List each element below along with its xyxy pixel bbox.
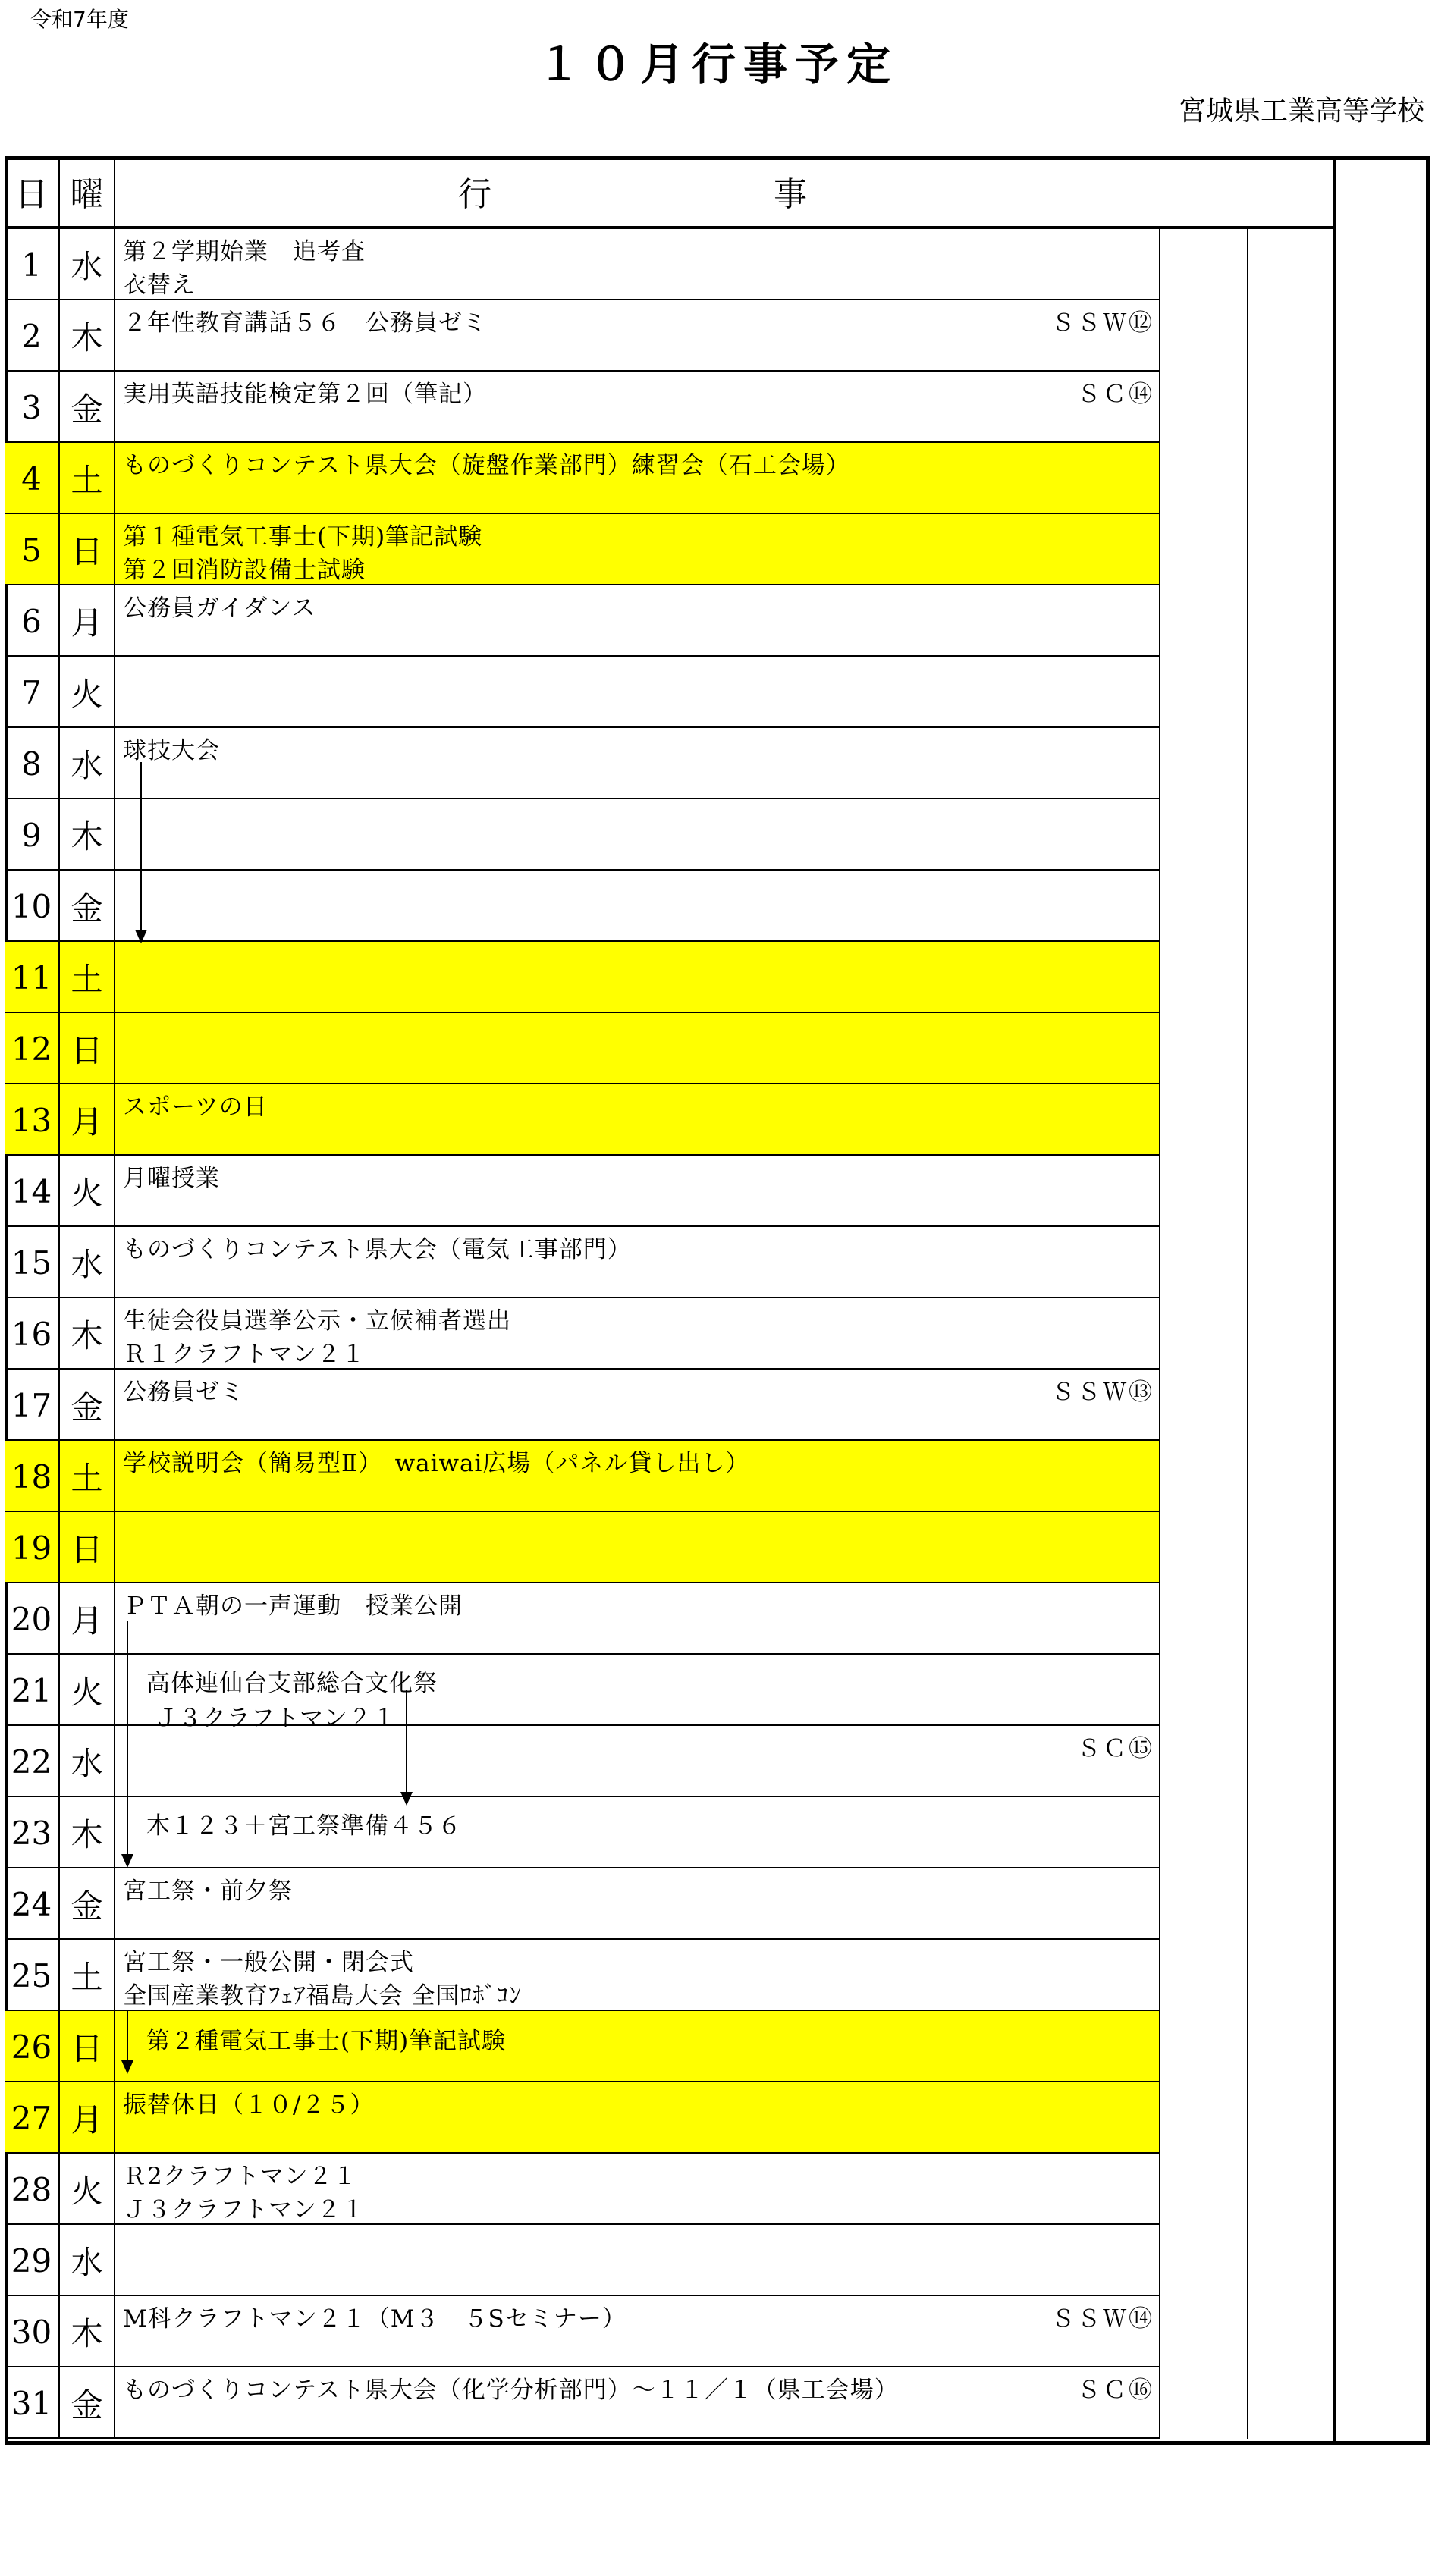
day-number: 23 (5, 1797, 60, 1868)
culture-festival-text: 高体連仙台支部総合文化祭 (146, 1670, 438, 1697)
day-of-week: 土 (60, 1940, 115, 2011)
event-line-2: Ｒ１クラフトマン２１ (123, 1341, 366, 1368)
extra-cell-1 (1159, 2082, 1248, 2154)
extra-cell-1 (1159, 1370, 1248, 1441)
event-line-1: 宮工祭・一般公開・閉会式 (123, 1949, 414, 1976)
day-of-week: 火 (60, 657, 115, 728)
table-row (5, 1227, 1333, 1298)
event-cell (115, 728, 1159, 799)
event-cell (115, 1084, 1159, 1156)
extra-cell-2 (1248, 871, 1333, 942)
day-of-week: 月 (60, 585, 115, 657)
table-row (5, 300, 1333, 372)
day-number: 19 (5, 1512, 60, 1583)
column-header-events-a: 行 (458, 175, 491, 214)
table-row (5, 1441, 1333, 1512)
table-row (5, 585, 1333, 657)
extra-cell-1 (1159, 514, 1248, 585)
table-row (5, 1370, 1333, 1441)
festival-prep-text: 木１２３＋宮工祭準備４５６ (146, 1812, 462, 1840)
extra-cell-2 (1248, 728, 1333, 799)
day-number: 7 (5, 657, 60, 728)
extra-cell-2 (1248, 1227, 1333, 1298)
event-cell (115, 1512, 1159, 1583)
table-row (5, 1512, 1333, 1583)
extra-cell-1 (1159, 229, 1248, 300)
table-row (5, 1583, 1333, 1655)
staff-note: ＳＣ⑭ (1077, 381, 1154, 408)
extra-cell-2 (1248, 1655, 1333, 1726)
day-number: 24 (5, 1868, 60, 1940)
table-row (5, 2296, 1333, 2367)
event-cell (115, 1441, 1159, 1512)
event-line-2: Ｊ３クラフトマン２１ (123, 2196, 366, 2223)
table-row (5, 1013, 1333, 1084)
day-number: 3 (5, 372, 60, 443)
day-of-week: 火 (60, 2154, 115, 2225)
extra-cell-2 (1248, 1868, 1333, 1940)
day-of-week: 木 (60, 1298, 115, 1370)
column-header-events (115, 156, 1333, 229)
event-line-2: 第２回消防設備士試験 (123, 557, 366, 584)
extra-cell-1 (1159, 372, 1248, 443)
day-number: 8 (5, 728, 60, 799)
event-cell (115, 942, 1159, 1013)
day-number: 1 (5, 229, 60, 300)
extra-cell-1 (1159, 799, 1248, 871)
table-row (5, 942, 1333, 1013)
day-number: 17 (5, 1370, 60, 1441)
extra-cell-1 (1159, 2154, 1248, 2225)
day-number: 21 (5, 1655, 60, 1726)
extra-cell-2 (1248, 1512, 1333, 1583)
day-of-week: 木 (60, 1797, 115, 1868)
day-number: 10 (5, 871, 60, 942)
day-of-week: 火 (60, 1655, 115, 1726)
extra-cell-2 (1248, 2225, 1333, 2296)
event-line-1: 宮工祭・前夕祭 (123, 1878, 293, 1905)
day-number: 29 (5, 2225, 60, 2296)
day-of-week: 木 (60, 300, 115, 372)
event-line-1: ２年性教育講話５６ 公務員ゼミ (123, 309, 487, 337)
event-cell (115, 514, 1159, 585)
event-cell (115, 1370, 1159, 1441)
day-number: 12 (5, 1013, 60, 1084)
day-number: 25 (5, 1940, 60, 2011)
extra-cell-1 (1159, 1583, 1248, 1655)
event-cell (115, 1868, 1159, 1940)
event-cell (115, 1298, 1159, 1370)
arrow-sports-day (140, 762, 142, 942)
table-row (5, 1298, 1333, 1370)
arrow-j3-craftsman (406, 1690, 407, 1804)
extra-cell-1 (1159, 1726, 1248, 1797)
right-column-divider (1333, 156, 1336, 2445)
table-row (5, 728, 1333, 799)
extra-cell-1 (1159, 1512, 1248, 1583)
column-header-dow: 曜 (60, 156, 115, 229)
day-of-week: 月 (60, 1583, 115, 1655)
day-number: 18 (5, 1441, 60, 1512)
table-row (5, 1084, 1333, 1156)
extra-cell-2 (1248, 1298, 1333, 1370)
day-of-week: 水 (60, 1227, 115, 1298)
day-of-week: 土 (60, 443, 115, 514)
extra-cell-1 (1159, 871, 1248, 942)
table-row (5, 1940, 1333, 2011)
extra-cell-2 (1248, 2367, 1333, 2439)
event-cell (115, 443, 1159, 514)
day-of-week: 水 (60, 1726, 115, 1797)
day-number: 9 (5, 799, 60, 871)
table-row (5, 443, 1333, 514)
extra-cell-2 (1248, 1013, 1333, 1084)
table-row (5, 372, 1333, 443)
column-header-day: 日 (5, 156, 60, 229)
event-line-1: Ｒ2クラフトマン２１ (123, 2163, 357, 2190)
day-number: 16 (5, 1298, 60, 1370)
extra-cell-1 (1159, 942, 1248, 1013)
event-line-1: スポーツの日 (123, 1093, 268, 1121)
event-line-1: M科クラフトマン２１（M３ ５Sセミナー） (123, 2305, 626, 2333)
extra-cell-1 (1159, 300, 1248, 372)
day-number: 22 (5, 1726, 60, 1797)
day-of-week: 火 (60, 1156, 115, 1227)
day-of-week: 木 (60, 799, 115, 871)
day-number: 2 (5, 300, 60, 372)
extra-cell-2 (1248, 300, 1333, 372)
day-number: 27 (5, 2082, 60, 2154)
day-number: 11 (5, 942, 60, 1013)
day-number: 30 (5, 2296, 60, 2367)
extra-cell-2 (1248, 1441, 1333, 1512)
event-line-1: 実用英語技能検定第２回（筆記） (123, 381, 487, 408)
extra-cell-2 (1248, 2154, 1333, 2225)
fiscal-year-label: 令和7年度 (30, 7, 129, 32)
arrow-culture-festival (127, 1621, 128, 1866)
column-header-events-b: 事 (774, 175, 807, 214)
event-line-1: 第２学期始業 追考査 (123, 238, 366, 265)
extra-cell-1 (1159, 585, 1248, 657)
staff-note: ＳＳＷ⑬ (1051, 1379, 1154, 1406)
day-of-week: 水 (60, 2225, 115, 2296)
electrician-exam-text: 第２種電気工事士(下期)筆記試験 (146, 2028, 507, 2055)
day-number: 26 (5, 2011, 60, 2082)
event-cell (115, 1940, 1159, 2011)
day-number: 6 (5, 585, 60, 657)
event-cell (115, 1583, 1159, 1655)
event-line-1: 公務員ガイダンス (123, 595, 316, 622)
table-row (5, 871, 1333, 942)
extra-cell-2 (1248, 657, 1333, 728)
event-line-1: 球技大会 (123, 737, 220, 764)
extra-cell-1 (1159, 2225, 1248, 2296)
extra-cell-1 (1159, 1441, 1248, 1512)
table-row (5, 657, 1333, 728)
event-line-1: 月曜授業 (123, 1165, 220, 1192)
event-cell (115, 585, 1159, 657)
day-of-week: 土 (60, 942, 115, 1013)
extra-cell-2 (1248, 2082, 1333, 2154)
extra-cell-1 (1159, 1013, 1248, 1084)
event-cell (115, 2154, 1159, 2225)
extra-cell-1 (1159, 1655, 1248, 1726)
event-cell (115, 657, 1159, 728)
day-of-week: 月 (60, 1084, 115, 1156)
event-cell (115, 2296, 1159, 2367)
event-line-2: 全国産業教育ﾌｪｱ福島大会 全国ﾛﾎﾞｺﾝ (123, 1982, 522, 2010)
day-of-week: 日 (60, 1512, 115, 1583)
staff-note: ＳＳＷ⑭ (1051, 2305, 1154, 2333)
table-row (5, 2225, 1333, 2296)
extra-cell-2 (1248, 1156, 1333, 1227)
extra-cell-2 (1248, 1084, 1333, 1156)
event-cell (115, 372, 1159, 443)
extra-cell-2 (1248, 1940, 1333, 2011)
extra-cell-2 (1248, 799, 1333, 871)
extra-cell-2 (1248, 942, 1333, 1013)
page-title: １０月行事予定 (536, 39, 898, 90)
day-number: 20 (5, 1583, 60, 1655)
day-of-week: 金 (60, 1370, 115, 1441)
day-of-week: 月 (60, 2082, 115, 2154)
table-row (5, 514, 1333, 585)
extra-cell-1 (1159, 728, 1248, 799)
day-of-week: 金 (60, 2367, 115, 2439)
event-line-1: ものづくりコンテスト県大会（電気工事部門） (123, 1236, 632, 1263)
staff-note: ＳＣ⑮ (1077, 1735, 1154, 1762)
extra-cell-1 (1159, 1298, 1248, 1370)
event-line-1: 生徒会役員選挙公示・立候補者選出 (123, 1307, 511, 1335)
day-of-week: 日 (60, 1013, 115, 1084)
extra-cell-2 (1248, 1370, 1333, 1441)
extra-cell-2 (1248, 2296, 1333, 2367)
event-line-1: ものづくりコンテスト県大会（旋盤作業部門）練習会（石工会場） (123, 452, 850, 479)
day-of-week: 水 (60, 229, 115, 300)
staff-note: ＳＳＷ⑫ (1051, 309, 1154, 337)
day-number: 13 (5, 1084, 60, 1156)
extra-cell-1 (1159, 1084, 1248, 1156)
event-cell (115, 2225, 1159, 2296)
event-cell (115, 300, 1159, 372)
event-line-1: 公務員ゼミ (123, 1379, 244, 1406)
extra-cell-1 (1159, 657, 1248, 728)
extra-cell-1 (1159, 1868, 1248, 1940)
table-row (5, 2082, 1333, 2154)
event-cell (115, 229, 1159, 300)
event-cell (115, 1726, 1159, 1797)
extra-cell-2 (1248, 514, 1333, 585)
day-number: 14 (5, 1156, 60, 1227)
event-line-1: 第１種電気工事士(下期)筆記試験 (123, 523, 483, 551)
extra-cell-1 (1159, 2296, 1248, 2367)
day-number: 15 (5, 1227, 60, 1298)
event-line-1: 振替休日（１０/２５） (123, 2091, 375, 2119)
event-cell (115, 799, 1159, 871)
day-of-week: 木 (60, 2296, 115, 2367)
day-of-week: 土 (60, 1441, 115, 1512)
extra-cell-2 (1248, 229, 1333, 300)
table-row (5, 799, 1333, 871)
day-of-week: 日 (60, 514, 115, 585)
extra-cell-2 (1248, 2011, 1333, 2082)
extra-cell-1 (1159, 2367, 1248, 2439)
event-line-1: ものづくりコンテスト県大会（化学分析部門）～１１／１（県工会場） (123, 2377, 899, 2404)
table-row (5, 1868, 1333, 1940)
school-name: 宮城県工業高等学校 (1178, 96, 1424, 127)
table-row (5, 2154, 1333, 2225)
event-line-1: 学校説明会（簡易型Ⅱ） waiwai広場（パネル貸し出し） (123, 1450, 750, 1477)
staff-note: ＳＣ⑯ (1077, 2377, 1154, 2404)
extra-cell-2 (1248, 585, 1333, 657)
extra-cell-1 (1159, 1797, 1248, 1868)
day-of-week: 金 (60, 1868, 115, 1940)
table-row (5, 229, 1333, 300)
table-row (5, 2367, 1333, 2439)
extra-cell-2 (1248, 1726, 1333, 1797)
event-cell (115, 871, 1159, 942)
event-line-1: ＰＴＡ朝の一声運動 授業公開 (123, 1592, 463, 1620)
day-of-week: 水 (60, 728, 115, 799)
event-cell (115, 1156, 1159, 1227)
day-of-week: 金 (60, 372, 115, 443)
arrow-festival-prep (127, 2011, 128, 2072)
day-of-week: 日 (60, 2011, 115, 2082)
extra-cell-2 (1248, 443, 1333, 514)
event-cell (115, 1013, 1159, 1084)
j3-craftsman-text: Ｊ３クラフトマン２１ (154, 1705, 397, 1732)
day-number: 28 (5, 2154, 60, 2225)
table-row (5, 1156, 1333, 1227)
extra-cell-2 (1248, 1797, 1333, 1868)
extra-cell-1 (1159, 1940, 1248, 2011)
day-number: 31 (5, 2367, 60, 2439)
day-number: 4 (5, 443, 60, 514)
event-cell (115, 2082, 1159, 2154)
extra-cell-1 (1159, 1227, 1248, 1298)
event-cell (115, 1227, 1159, 1298)
extra-cell-2 (1248, 1583, 1333, 1655)
table-row (5, 1726, 1333, 1797)
day-number: 5 (5, 514, 60, 585)
extra-cell-1 (1159, 2011, 1248, 2082)
extra-cell-2 (1248, 372, 1333, 443)
extra-cell-1 (1159, 1156, 1248, 1227)
event-cell (115, 2367, 1159, 2439)
extra-cell-1 (1159, 443, 1248, 514)
day-of-week: 金 (60, 871, 115, 942)
event-line-2: 衣替え (123, 271, 196, 299)
